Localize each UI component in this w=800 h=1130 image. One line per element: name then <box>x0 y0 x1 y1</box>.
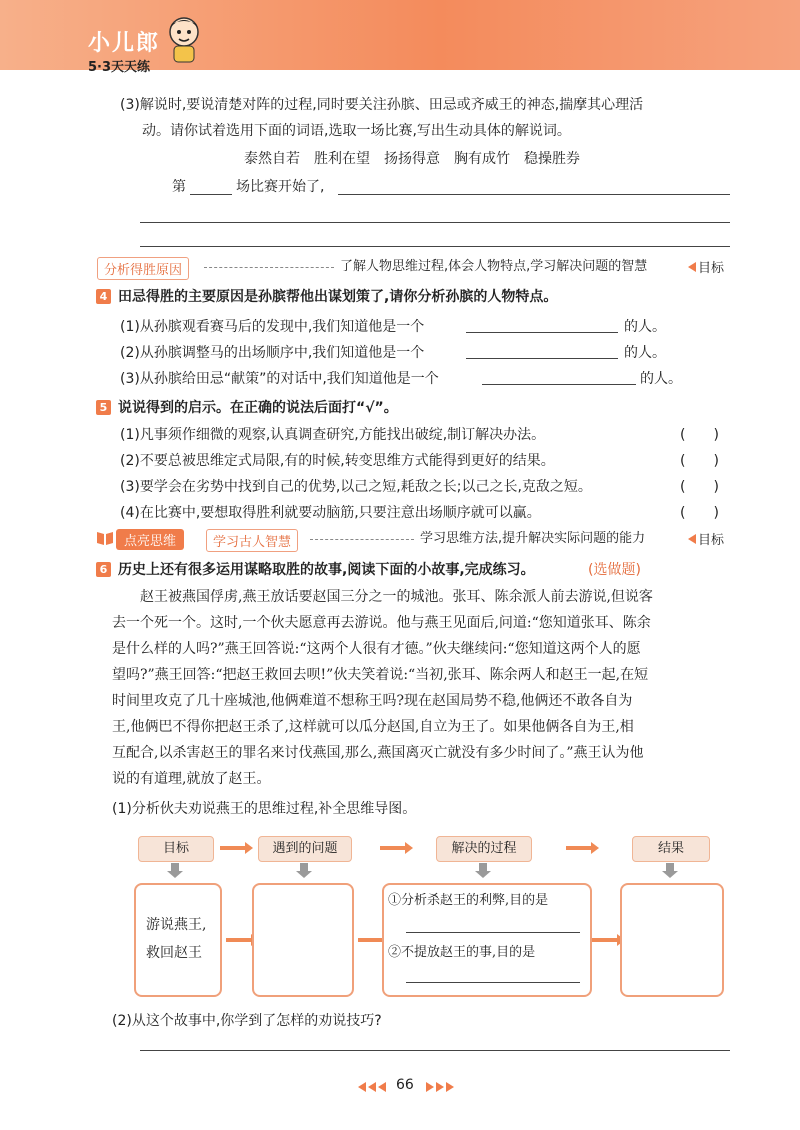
q5-checkbox-4[interactable]: ( ) <box>680 505 719 521</box>
q5-item-3: (3)要学会在劣势中找到自己的优势,以己之短,耗敌之长;以己之长,克敌之短。 <box>120 479 592 495</box>
story-line: 互配合,以杀害赵王的罪名来讨伐燕国,那么,燕国离灭亡就没有多少时间了。”燕王认为他 <box>112 745 644 761</box>
page-prev-icon <box>378 1082 386 1092</box>
q5-item-4: (4)在比赛中,要想取得胜利就要动脑筋,只要注意出场顺序就可以赢。 <box>120 505 541 521</box>
brand-subtitle: 5·3天天练 <box>88 60 151 75</box>
answer-line[interactable] <box>140 222 730 223</box>
page-prev-icon <box>358 1082 366 1092</box>
arrow-down-icon <box>300 863 308 871</box>
story-line: 去一个死一个。这时,一个伙夫愿意再去游说。他与燕王见面后,问道:“您知道张耳、陈余 <box>112 615 651 631</box>
word-bank: 泰然自若 胜利在望 扬扬得意 胸有成竹 稳操胜券 <box>244 151 580 167</box>
section-tag-thinking: 点亮思维 <box>116 529 184 550</box>
q3-prompt-b: 场比赛开始了, <box>236 179 325 195</box>
q5-item-1: (1)凡事须作细微的观察,认真调查研究,方能找出破绽,制订解决办法。 <box>120 427 546 443</box>
arrow-right-icon <box>358 938 384 942</box>
story-line: 望吗?”燕王回答:“把赵王救回去呗!”伙夫笑着说:“当初,张耳、陈余两人和赵王一起,在短 <box>112 667 649 683</box>
section-tag-analysis: 分析得胜原因 <box>97 257 189 280</box>
mascot-icon <box>166 14 202 64</box>
arrow-right-icon <box>380 846 406 850</box>
story-line: 是什么样的人吗?”燕王回答说:“这两个人很有才德。”伙夫继续问:“您知道这两个人的愿 <box>112 641 641 657</box>
question-number: 5 <box>96 400 111 415</box>
section1-goal: 了解人物思维过程,体会人物特点,学习解决问题的智慧 <box>340 259 648 274</box>
process-answer-1[interactable] <box>406 932 580 933</box>
q4-item-3: (3)从孙膑给田忌“献策”的对话中,我们知道他是一个 <box>120 371 439 387</box>
round-blank[interactable] <box>190 194 232 195</box>
flow-box-problem-answer[interactable] <box>252 883 354 997</box>
story-line: 赵王被燕国俘虏,燕王放话要赵国三分之一的城池。张耳、陈余派人前去游说,但说客 <box>112 589 653 605</box>
q3-line1: (3)解说时,要说清楚对阵的过程,同时要关注孙膑、田忌或齐威王的神态,揣摩其心理活 <box>120 97 644 113</box>
arrow-right-icon <box>220 846 246 850</box>
divider <box>204 267 334 268</box>
q6-sub2: (2)从这个故事中,你学到了怎样的劝说技巧? <box>112 1013 382 1029</box>
q4-item-1: (1)从孙膑观看赛马后的发现中,我们知道他是一个 <box>120 319 425 335</box>
section2-goal: 学习思维方法,提升解决实际问题的能力 <box>420 531 646 546</box>
q3-line2: 动。请你试着选用下面的词语,选取一场比赛,写出生动具体的解说词。 <box>142 123 571 139</box>
optional-badge: (选做题) <box>588 562 641 578</box>
story-line: 王,他俩巴不得你把赵王杀了,这样就可以瓜分赵国,自立为王了。如果他俩各自为王,相 <box>112 719 634 735</box>
q3-prompt-a: 第 <box>172 179 186 195</box>
arrow-left-icon <box>688 534 696 544</box>
flow-label-result: 结果 <box>632 836 710 862</box>
q5-title: 说说得到的启示。在正确的说法后面打“√”。 <box>118 400 398 416</box>
arrow-right-icon <box>226 938 252 942</box>
page-next-icon <box>446 1082 454 1092</box>
q5-item-2: (2)不要总被思维定式局限,有的时候,转变思维方式能得到更好的结果。 <box>120 453 555 469</box>
arrow-down-icon <box>666 863 674 871</box>
section1-goal-label: 目标 <box>698 261 725 276</box>
page-number: 66 <box>396 1077 414 1093</box>
question-number: 4 <box>96 289 111 304</box>
arrow-down-icon <box>479 863 487 871</box>
flow-goal-line: 游说燕王, <box>146 917 207 933</box>
section2-goal-label: 目标 <box>698 533 725 548</box>
flow-box-result-answer[interactable] <box>620 883 724 997</box>
process-item-1: ①分析杀赵王的利弊,目的是 <box>388 893 549 908</box>
q6-title: 历史上还有很多运用谋略取胜的故事,阅读下面的小故事,完成练习。 <box>118 562 535 578</box>
process-answer-2[interactable] <box>406 982 580 983</box>
process-item-2: ②不提放赵王的事,目的是 <box>388 945 536 960</box>
page-next-icon <box>426 1082 434 1092</box>
question-number: 6 <box>96 562 111 577</box>
page-next-icon <box>436 1082 444 1092</box>
page-prev-icon <box>368 1082 376 1092</box>
q4-title: 田忌得胜的主要原因是孙膑帮他出谋划策了,请你分析孙膑的人物特点。 <box>118 289 558 305</box>
answer-line[interactable] <box>140 246 730 247</box>
flow-box-goal <box>134 883 222 997</box>
story-line: 时间里攻克了几十座城池,他俩难道不想称王吗?现在赵国局势不稳,他俩还不敢各自为 <box>112 693 633 709</box>
q4-answer-2[interactable] <box>466 358 618 359</box>
section-subtag: 学习古人智慧 <box>206 529 298 552</box>
divider <box>310 539 414 540</box>
q4-suffix-3: 的人。 <box>640 371 682 387</box>
arrow-right-icon <box>566 846 592 850</box>
flow-label-process: 解决的过程 <box>436 836 532 862</box>
q5-checkbox-3[interactable]: ( ) <box>680 479 719 495</box>
q5-checkbox-1[interactable]: ( ) <box>680 427 719 443</box>
q6-sub1: (1)分析伙夫劝说燕王的思维过程,补全思维导图。 <box>112 801 417 817</box>
q4-answer-1[interactable] <box>466 332 618 333</box>
brand-logo: 小儿郎 <box>88 31 161 56</box>
q4-item-2: (2)从孙膑调整马的出场顺序中,我们知道他是一个 <box>120 345 425 361</box>
q5-checkbox-2[interactable]: ( ) <box>680 453 719 469</box>
arrow-right-icon <box>592 938 618 942</box>
story-line: 说的有道理,就放了赵王。 <box>112 771 271 787</box>
flow-label-problem: 遇到的问题 <box>258 836 352 862</box>
arrow-left-icon <box>688 262 696 272</box>
arrow-down-icon <box>171 863 179 871</box>
answer-line[interactable] <box>140 1050 730 1051</box>
book-icon <box>96 530 114 546</box>
q4-suffix-2: 的人。 <box>624 345 666 361</box>
q4-suffix-1: 的人。 <box>624 319 666 335</box>
flow-goal-line: 救回赵王 <box>146 945 202 961</box>
flow-label-goal: 目标 <box>138 836 214 862</box>
answer-line[interactable] <box>338 194 730 195</box>
q4-answer-3[interactable] <box>482 384 636 385</box>
